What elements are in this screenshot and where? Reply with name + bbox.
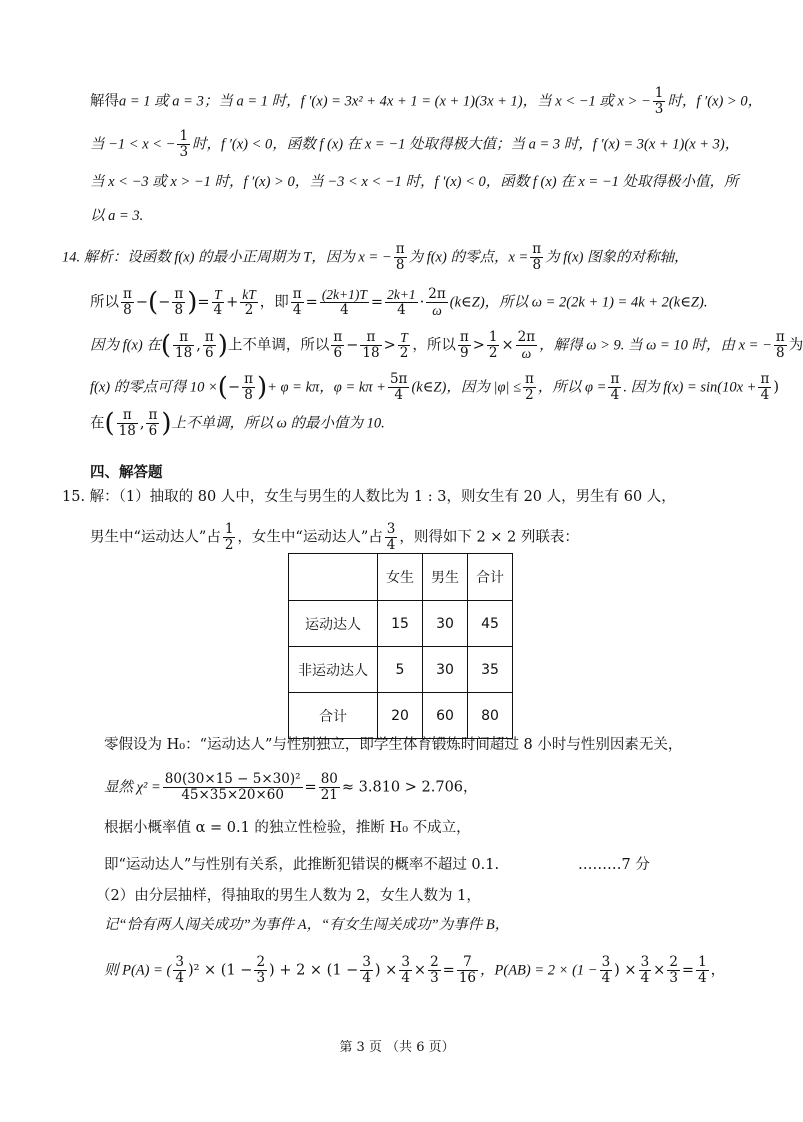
score-marker: ………7 分 [578, 857, 650, 873]
table-header-cell: 合计 [468, 554, 513, 601]
table-header-cell: 男生 [423, 554, 468, 601]
table-row [289, 693, 513, 739]
table-cell: 45 [468, 601, 513, 647]
table-row [289, 647, 513, 693]
section-title: 四、解答题 [90, 465, 163, 481]
q15-part2-line-2: 记“恰有两人闯关成功”为事件 A，“有女生闯关成功”为事件 B， [104, 917, 510, 933]
table-header-cell [289, 554, 378, 601]
table-cell: 5 [378, 647, 423, 693]
q15-h0-line: 零假设为 H₀：“运动达人”与性别独立，即学生体育锻炼时间超过 8 小时与性别因素无关， [104, 737, 683, 753]
q13-line-3: 当 x < −3 或 x > −1 时，f ′(x) > 0，当 −3 < x < −1 时，f ′(x) < 0，函数 f (x) 在 x = −1 处取得极小值，所 [90, 174, 739, 190]
table-header-row [289, 554, 513, 601]
table-cell: 非运动达人 [289, 647, 378, 693]
table-cell: 20 [378, 693, 423, 739]
q15-chi-line: 显然 χ² = $\frac{\text{80(30×15 − 5×30)²}}{45\times 35\times 20\times 60}$ = $\frac{80}{21}$ ≈ 3.810 > 2.706， [104, 771, 478, 803]
page-footer: 第 3 页 （共 6 页） [339, 1040, 455, 1055]
table-cell: 35 [468, 647, 513, 693]
q13-line-4: 以 a = 3. [90, 208, 144, 224]
q15-test-line: 根据小概率值 α = 0.1 的独立性检验，推断 H₀ 不成立， [104, 820, 471, 836]
table-cell: 30 [423, 601, 468, 647]
table-cell: 合计 [289, 693, 378, 739]
q15-part2-line-3: 则 P(A) = ( $\frac{3}{4}$ )² × (1 − $\frac{2}{3}$ ) + 2 × (1 − $\frac{3}{4}$ ) × $\frac{3}{4}$ × $\frac{2}{3}$ = $\frac{7}{16}$ ，P(AB) = 2 × (1 − $\frac{3}{4}$ ) × $\frac{3}{4}$ × $\frac{2}{3}$ = $\frac{1}{4}$ ， [104, 954, 726, 986]
table-cell: 30 [423, 647, 468, 693]
table-cell: 60 [423, 693, 468, 739]
q14-line-3: 因为 f(x) 在( $\frac{\pi}{18}$ , $\frac{\pi}{6}$ )上不单调，所以 $\frac{\pi}{6}$ − $\frac{\pi}{18}$ > $\frac{T}{2}$ ，所以 $\frac{\pi}{9}$ > $\frac{1}{2}$ × $\frac{2\pi}{\omega}$ ，解得 ω > 9. 当 ω = 10 时，由 x = − $\frac{\pi}{8}$ 为 [90, 329, 803, 361]
q15-line-1: 15. 解：（1）抽取的 80 人中，女生与男生的人数比为 1 : 3，则女生有 20 人，男生有 60 人， [62, 489, 676, 505]
q13-line-1: 解得a = 1 或 a = 3；当 a = 1 时，f ′(x) = 3x² + 4x + 1 = (x + 1)(3x + 1)，当 x < −1 或 x > − $\frac{1}{3}$ 时，f ′(x) > 0， [90, 85, 763, 117]
q14-line-5: 在( $\frac{\pi}{18}$ , $\frac{\pi}{6}$ )上不单调，所以 ω 的最小值为 10. [90, 407, 385, 439]
q14-line-1: 14. 解析：设函数 f(x) 的最小正周期为 T，因为 x = − $\frac{\pi}{8}$ 为 f(x) 的零点，x = $\frac{\pi}{8}$ 为 f(x) 图象的对称轴， [62, 241, 689, 273]
q15-conclusion-line: 即“运动达人”与性别有关系，此推断犯错误的概率不超过 0.1. [104, 857, 500, 873]
q15-part2-line-1: （2）由分层抽样，得抽取的男生人数为 2，女生人数为 1， [96, 888, 481, 904]
table-header-cell: 女生 [378, 554, 423, 601]
table-cell: 80 [468, 693, 513, 739]
q14-line-2: 所以 $\frac{\pi}{8}$ −(− $\frac{\pi}{8}$ )= $\frac{T}{4}$ + $\frac{kT}{2}$ ，即 $\frac{\pi}{4}$ = $\frac{(2k+1)T}{4}$ = $\frac{2k+1}{4}$ · $\frac{2\pi}{\omega}$ (k∈Z)，所以 ω = 2(2k + 1) = 4k + 2(k∈Z). [90, 286, 708, 318]
table-row [289, 601, 513, 647]
q15-line-2: 男生中“运动达人”占 $\frac{1}{2}$ ，女生中“运动达人”占 $\frac{3}{4}$ ，则得如下 2 × 2 列联表： [90, 521, 579, 553]
q13-line-2: 当 −1 < x < − $\frac{1}{3}$ 时，f ′(x) < 0，函数 f (x) 在 x = −1 处取得极大值；当 a = 3 时，f ′(x) = 3(x + 1)(x + 3)， [90, 128, 740, 160]
table-cell: 运动达人 [289, 601, 378, 647]
table-cell: 15 [378, 601, 423, 647]
q14-line-4: f(x) 的零点可得 10 ×(− $\frac{\pi}{8}$ )+ φ = kπ，φ = kπ + $\frac{5\pi}{4}$ (k∈Z)，因为 |φ| ≤ $\frac{\pi}{2}$ ，所以 φ = $\frac{\pi}{4}$ . 因为 f(x) = sin(10x + $\frac{\pi}{4}$ ) [90, 371, 780, 403]
contingency-table [288, 553, 513, 739]
